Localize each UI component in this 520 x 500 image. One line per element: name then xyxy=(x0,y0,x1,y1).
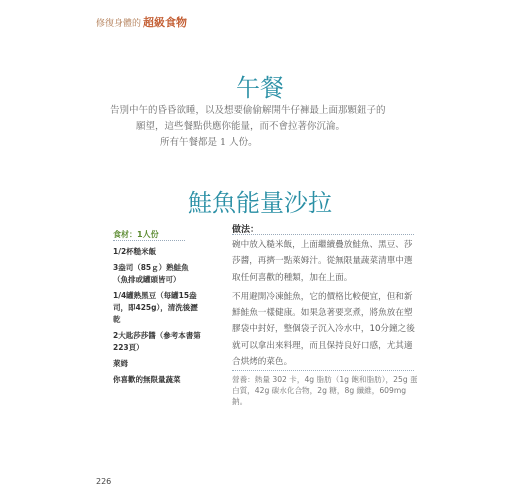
recipe-title: 鮭魚能量沙拉 xyxy=(188,189,332,217)
ingredients-list xyxy=(113,246,203,390)
ingredient-item: 3盎司（85ｇ）熟鮭魚（魚排或罐頭皆可） xyxy=(113,263,189,284)
method-heading: 做法： xyxy=(232,225,260,235)
nutrition-divider xyxy=(232,370,414,371)
intro-line: 所有午餐都是 1 人份。 xyxy=(160,137,258,148)
intro-text xyxy=(110,103,420,151)
ingredient-item: 你喜歡的無限量蔬菜 xyxy=(113,375,181,384)
ingredient-item: 1/2杯糙米飯 xyxy=(113,247,157,256)
ingredients-heading: 食材：1人份 xyxy=(113,230,159,239)
ingredient-item: 1/4罐熟黑豆（每罐15盎司，即425g），清洗後瀝乾 xyxy=(113,291,198,324)
ingredient-item: 萊姆 xyxy=(113,359,128,368)
header-prefix: 修復身體的 xyxy=(96,19,142,29)
ingredients-divider xyxy=(113,240,185,241)
nutrition-info: 營養：熱量 302 卡，4g 脂肪（1g 飽和脂肪），25g 蛋白質，42g 碳水化合物，2g 糖，8g 纖維，609mg 鈉。 xyxy=(232,375,418,406)
intro-line: 告別中午的昏昏欲睡，以及想要偷偷解開牛仔褲最上面那顆鈕子的 xyxy=(110,105,386,116)
method-text xyxy=(232,237,418,373)
method-paragraph: 碗中放入糙米飯，上面繼續疊放鮭魚、黑豆、莎莎醬，再擠一點萊姆汁。從無限量蔬菜清單中選取任何喜歡的種類，加在上面。 xyxy=(232,240,413,283)
running-header xyxy=(96,14,187,30)
method-divider xyxy=(232,234,414,235)
header-highlight: 超級食物 xyxy=(143,16,188,29)
page-number: 226 xyxy=(96,477,112,486)
method-paragraph: 不用避開冷凍鮭魚，它的價格比較便宜，但和新鮮鮭魚一樣健康。如果急著要烹煮，將魚放在塑膠袋中封好，整個袋子沉入冷水中，10分鐘之後就可以拿出來料理，而且保持良好口感，尤其適合烘烤的菜色。 xyxy=(232,291,415,368)
section-title: 午餐 xyxy=(236,74,284,102)
intro-line: 願望，這些餐點供應你能量，而不會拉著你沉淪。 xyxy=(136,121,346,132)
ingredient-item: 2大匙莎莎醬（參考本書第223頁） xyxy=(113,331,201,352)
